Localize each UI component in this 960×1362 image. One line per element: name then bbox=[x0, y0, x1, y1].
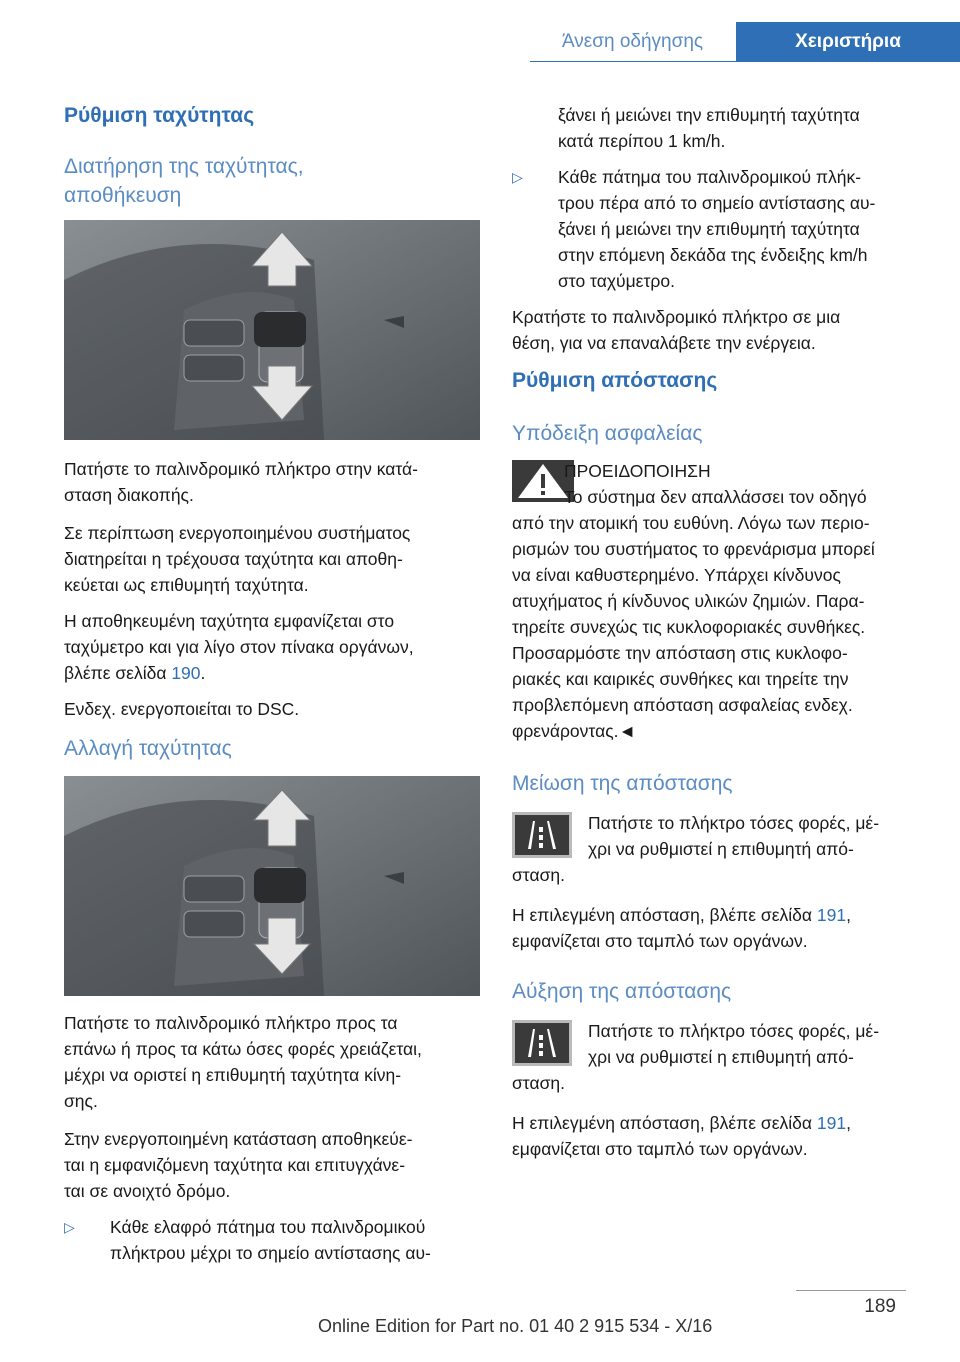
tab-chapter[interactable]: Χειριστήρια bbox=[736, 22, 960, 62]
period: . bbox=[200, 663, 206, 683]
warning-line-4: να είναι καθυστερημένο. Υπάρχει κίνδυνος bbox=[512, 565, 841, 585]
increase-line-2: χρι να ρυθμιστεί η επιθυμητή από- bbox=[588, 1047, 854, 1067]
see-page-text: Η επιλεγμένη απόσταση, βλέπε σελίδα bbox=[512, 1113, 817, 1133]
decrease-line-2: χρι να ρυθμιστεί η επιθυμητή από- bbox=[588, 839, 854, 859]
bullet-item-1 bbox=[64, 1214, 484, 1266]
warning-line-3: ρισμών του συστήματος το φρενάρισμα μπορεί bbox=[512, 539, 875, 559]
increase-line-1: Πατήστε το πλήκτρο τόσες φορές, μέ- bbox=[588, 1021, 880, 1041]
subtitle-change-speed: Αλλαγή ταχύτητας bbox=[64, 737, 232, 760]
bullet-2-line-c: ξάνει ή μειώνει την επιθυμητή ταχύτητα bbox=[558, 219, 860, 239]
para-press-up-down-a: Πατήστε το παλινδρομικό πλήκτρο προς τα bbox=[64, 1013, 398, 1033]
triangle-right-icon: ▷ bbox=[512, 169, 523, 185]
left-text-block-1 bbox=[64, 456, 484, 722]
decrease-selected-line bbox=[512, 902, 932, 928]
para-activated-a: Στην ενεργοποιημένη κατάσταση αποθηκεύε- bbox=[64, 1129, 413, 1149]
warning-title: ΠΡΟΕΙΔΟΠΟΙΗΣΗ bbox=[564, 461, 711, 481]
decrease-text bbox=[512, 810, 932, 954]
increase-line-3: σταση. bbox=[512, 1073, 565, 1093]
see-page-text: Η επιλεγμένη απόσταση, βλέπε σελίδα bbox=[512, 905, 817, 925]
section-title-speed: Ρύθμιση ταχύτητας bbox=[64, 104, 255, 127]
warning-line-8: ριακές και καιρικές συνθήκες και τηρείτε την bbox=[512, 669, 849, 689]
para-hold-a: Κρατήστε το παλινδρομικό πλήκτρο σε μια bbox=[512, 307, 841, 327]
section-title-distance: Ρύθμιση απόστασης bbox=[512, 369, 718, 392]
para-press-key-1b: σταση διακοπής. bbox=[64, 485, 194, 505]
warning-line-9: προβλεπόμενη απόσταση ασφαλείας ενδεχ. bbox=[512, 695, 853, 715]
bullet-2-line-d: στην επόμενη δεκάδα της ένδειξης km/h bbox=[558, 245, 868, 265]
bullet-item-2 bbox=[512, 164, 932, 294]
increase-selected-line bbox=[512, 1110, 932, 1136]
right-text-block-1 bbox=[512, 102, 932, 356]
para-hold-b: θέση, για να επαναλάβετε την ενέργεια. bbox=[512, 333, 816, 353]
para-press-up-down-b: επάνω ή προς τα κάτω όσες φορές χρειάζεται, bbox=[64, 1039, 422, 1059]
para-active-system-a: Σε περίπτωση ενεργοποιημένου συστήματος bbox=[64, 523, 411, 543]
decrease-line-3: σταση. bbox=[512, 865, 565, 885]
para-active-system-b: διατηρείται η τρέχουσα ταχύτητα και αποθη- bbox=[64, 549, 403, 569]
see-page-text: βλέπε σελίδα bbox=[64, 663, 172, 683]
bullet-1-cont-b: κατά περίπου 1 km/h. bbox=[558, 131, 726, 151]
para-stored-speed-c bbox=[64, 660, 484, 686]
subtitle-increase-distance: Αύξηση της απόστασης bbox=[512, 980, 732, 1003]
para-press-up-down-c: μέχρι να οριστεί η επιθυμητή ταχύτητα κίνη- bbox=[64, 1065, 402, 1085]
bullet-2-line-a: Κάθε πάτημα του παλινδρομικού πλήκ- bbox=[558, 167, 862, 187]
page-link-190[interactable]: 190 bbox=[171, 663, 201, 683]
para-active-system-c: κεύεται ως επιθυμητή ταχύτητα. bbox=[64, 575, 309, 595]
page-link-191[interactable]: 191 bbox=[816, 905, 847, 925]
decrease-line-1: Πατήστε το πλήκτρο τόσες φορές, μέ- bbox=[588, 813, 880, 833]
para-press-up-down-d: σης. bbox=[64, 1091, 98, 1111]
subtitle-safety: Υπόδειξη ασφαλείας bbox=[512, 422, 703, 445]
footer-edition-text: Online Edition for Part no. 01 40 2 915 534 - X/16 bbox=[318, 1316, 713, 1336]
comma: , bbox=[846, 1113, 851, 1133]
steering-wheel-illustration-2 bbox=[64, 776, 480, 996]
warning-line-10: φρενάροντας.◄ bbox=[512, 721, 636, 741]
subtitle-maintain-line2: αποθήκευση bbox=[64, 184, 182, 207]
header-divider bbox=[530, 61, 960, 62]
page-link-191[interactable]: 191 bbox=[816, 1113, 847, 1133]
warning-line-5: ατυχήματος ή κίνδυνος υλικών ζημιών. Παρα- bbox=[512, 591, 865, 611]
para-activated-b: ται η εμφανιζόμενη ταχύτητα και επιτυγχάνε- bbox=[64, 1155, 406, 1175]
para-dsc: Ενδεχ. ενεργοποιείται το DSC. bbox=[64, 699, 300, 719]
bullet-2-line-b: τρου πέρα από το σημείο αντίστασης αυ- bbox=[558, 193, 876, 213]
warning-line-1: Το σύστημα δεν απαλλάσσει τον οδηγό bbox=[564, 487, 867, 507]
bullet-2-line-e: στο ταχύμετρο. bbox=[558, 271, 675, 291]
para-stored-speed-a: Η αποθηκευμένη ταχύτητα εμφανίζεται στο bbox=[64, 611, 395, 631]
subtitle-decrease-distance: Μείωση της απόστασης bbox=[512, 772, 733, 795]
warning-line-6: τηρείτε συνεχώς τις κυκλοφοριακές συνθήκες. bbox=[512, 617, 866, 637]
triangle-right-icon: ▷ bbox=[64, 1219, 75, 1235]
increase-displayed-line: εμφανίζεται στο ταμπλό των οργάνων. bbox=[512, 1139, 808, 1159]
header-bar bbox=[0, 0, 960, 62]
warning-block bbox=[512, 458, 932, 744]
steering-wheel-photo-1 bbox=[64, 220, 480, 440]
increase-text bbox=[512, 1018, 932, 1162]
para-press-key-1: Πατήστε το παλινδρομικό πλήκτρο στην κατά- bbox=[64, 459, 418, 479]
steering-wheel-illustration-1 bbox=[64, 220, 480, 440]
footer-divider bbox=[796, 1290, 906, 1291]
steering-wheel-photo-2 bbox=[64, 776, 480, 996]
para-activated-c: ται σε ανοιχτό δρόμο. bbox=[64, 1181, 231, 1201]
subtitle-maintain-line1: Διατήρηση της ταχύτητας, bbox=[64, 155, 304, 178]
comma: , bbox=[846, 905, 851, 925]
bullet-1-line-a: Κάθε ελαφρό πάτημα του παλινδρομικού bbox=[110, 1217, 426, 1237]
bullet-1-line-b: πλήκτρου μέχρι το σημείο αντίστασης αυ- bbox=[110, 1243, 431, 1263]
page-number: 189 bbox=[864, 1296, 896, 1317]
warning-line-2: από την ατομική του ευθύνη. Λόγω των περιο- bbox=[512, 513, 870, 533]
left-text-block-2 bbox=[64, 1010, 484, 1266]
para-stored-speed-b: ταχύμετρο και για λίγο στον πίνακα οργάνων, bbox=[64, 637, 414, 657]
bullet-1-cont-a: ξάνει ή μειώνει την επιθυμητή ταχύτητα bbox=[558, 105, 860, 125]
tab-section[interactable]: Άνεση οδήγησης bbox=[561, 31, 704, 52]
warning-line-7: Προσαρμόστε την απόσταση στις κυκλοφο- bbox=[512, 643, 848, 663]
decrease-displayed-line: εμφανίζεται στο ταμπλό των οργάνων. bbox=[512, 931, 808, 951]
